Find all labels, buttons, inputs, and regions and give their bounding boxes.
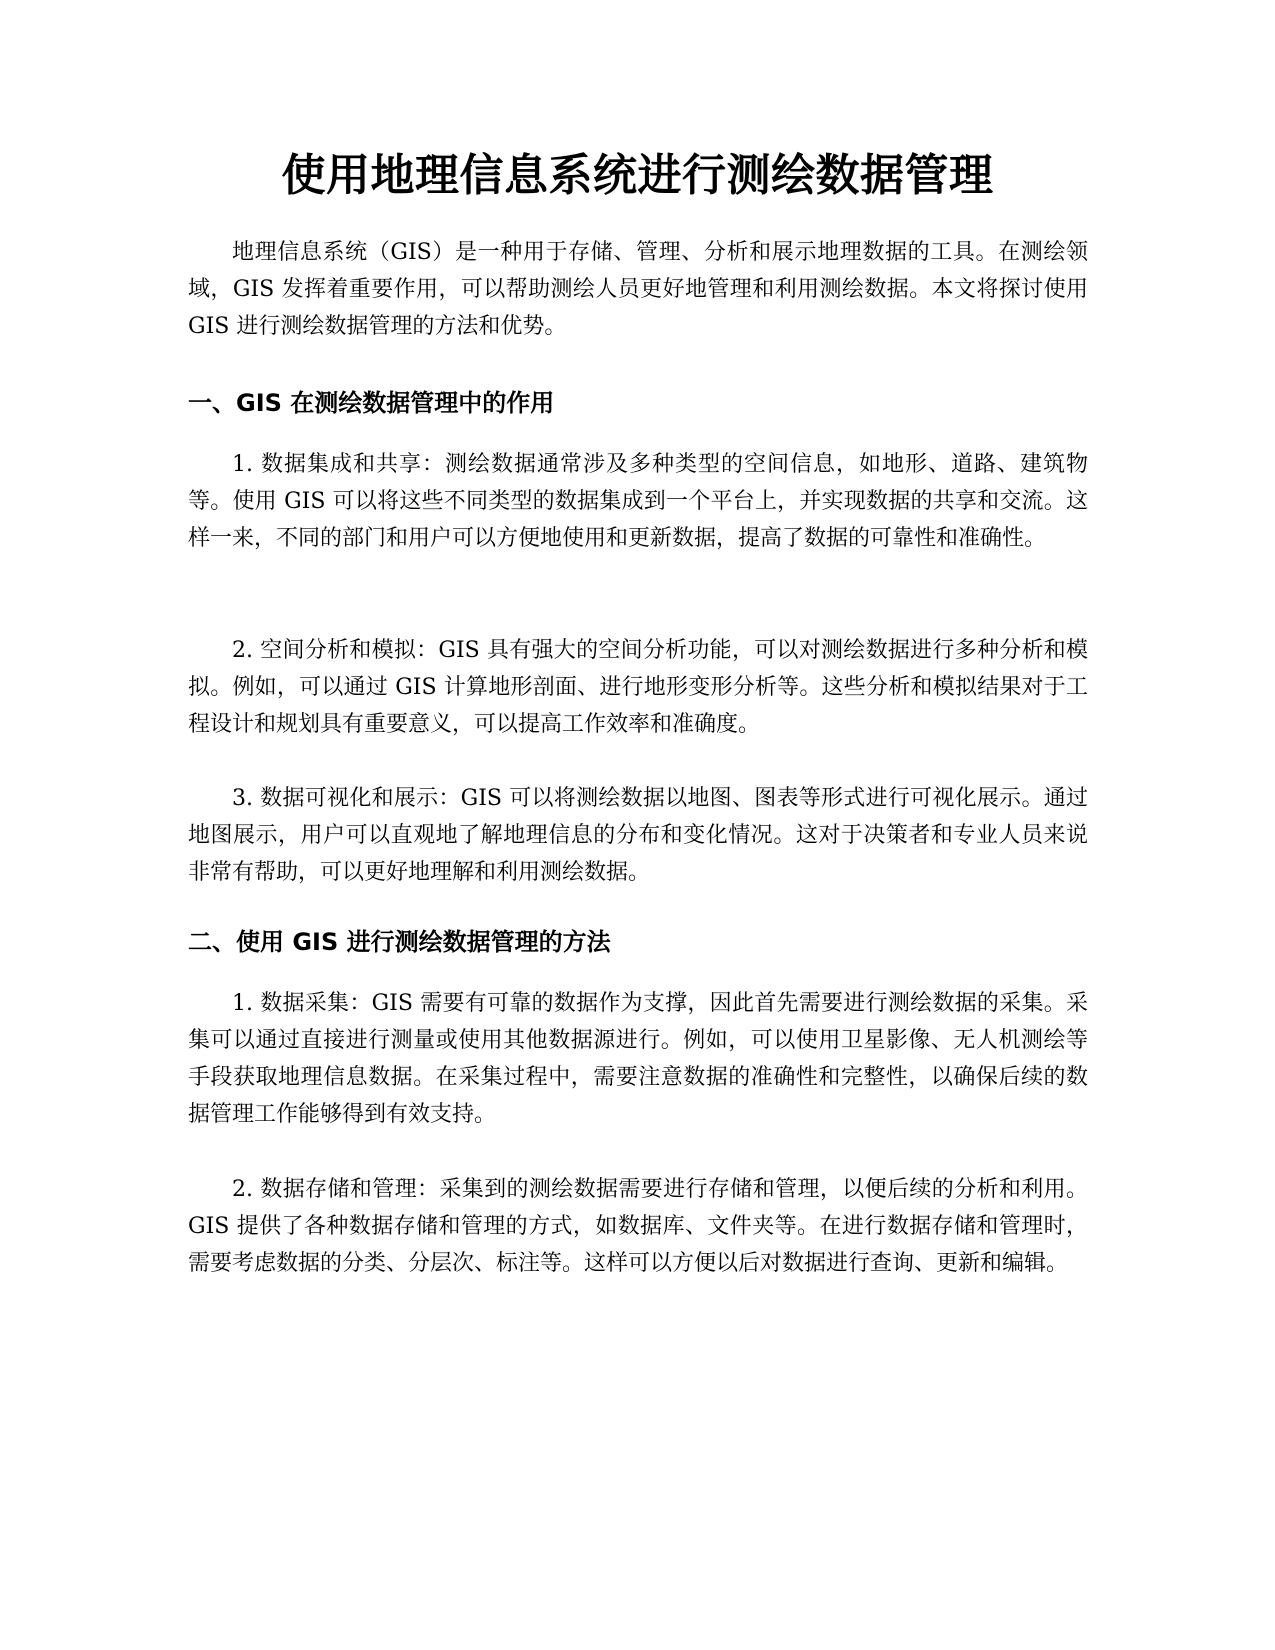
section-heading-1: 一、GIS 在测绘数据管理中的作用 [188, 389, 555, 417]
section-1-paragraph-1: 1. 数据集成和共享：测绘数据通常涉及多种类型的空间信息，如地形、道路、建筑物等。使用 GIS 可以将这些不同类型的数据集成到一个平台上，并实现数据的共享和交流。这样一来，不同的部门和用户可以方便地使用和更新数据，提高了数据的可靠性和准确性。 [188, 452, 1088, 551]
intro-paragraph: 地理信息系统（GIS）是一种用于存储、管理、分析和展示地理数据的工具。在测绘领域，GIS 发挥着重要作用，可以帮助测绘人员更好地管理和利用测绘数据。本文将探讨使用 GIS 进行测绘数据管理的方法和优势。 [188, 240, 1088, 339]
section-1-paragraph-3: 3. 数据可视化和展示：GIS 可以将测绘数据以地图、图表等形式进行可视化展示。通过地图展示，用户可以直观地了解地理信息的分布和变化情况。这对于决策者和专业人员来说非常有帮助，可以更好地理解和利用测绘数据。 [188, 786, 1088, 885]
section-heading-2: 二、使用 GIS 进行测绘数据管理的方法 [188, 928, 611, 956]
section-2-paragraph-1: 1. 数据采集：GIS 需要有可靠的数据作为支撑，因此首先需要进行测绘数据的采集。采集可以通过直接进行测量或使用其他数据源进行。例如，可以使用卫星影像、无人机测绘等手段获取地理信息数据。在采集过程中，需要注意数据的准确性和完整性，以确保后续的数据管理工作能够得到有效支持。 [188, 991, 1088, 1127]
document-title: 使用地理信息系统进行测绘数据管理 [281, 150, 994, 201]
section-1-paragraph-2: 2. 空间分析和模拟：GIS 具有强大的空间分析功能，可以对测绘数据进行多种分析和模拟。例如，可以通过 GIS 计算地形剖面、进行地形变形分析等。这些分析和模拟结果对于工程设计和规划具有重要意义，可以提高工作效率和准确度。 [188, 638, 1088, 737]
section-2-paragraph-2: 2. 数据存储和管理：采集到的测绘数据需要进行存储和管理，以便后续的分析和利用。GIS 提供了各种数据存储和管理的方式，如数据库、文件夹等。在进行数据存储和管理时，需要考虑数据的分类、分层次、标注等。这样可以方便以后对数据进行查询、更新和编辑。 [188, 1177, 1088, 1276]
